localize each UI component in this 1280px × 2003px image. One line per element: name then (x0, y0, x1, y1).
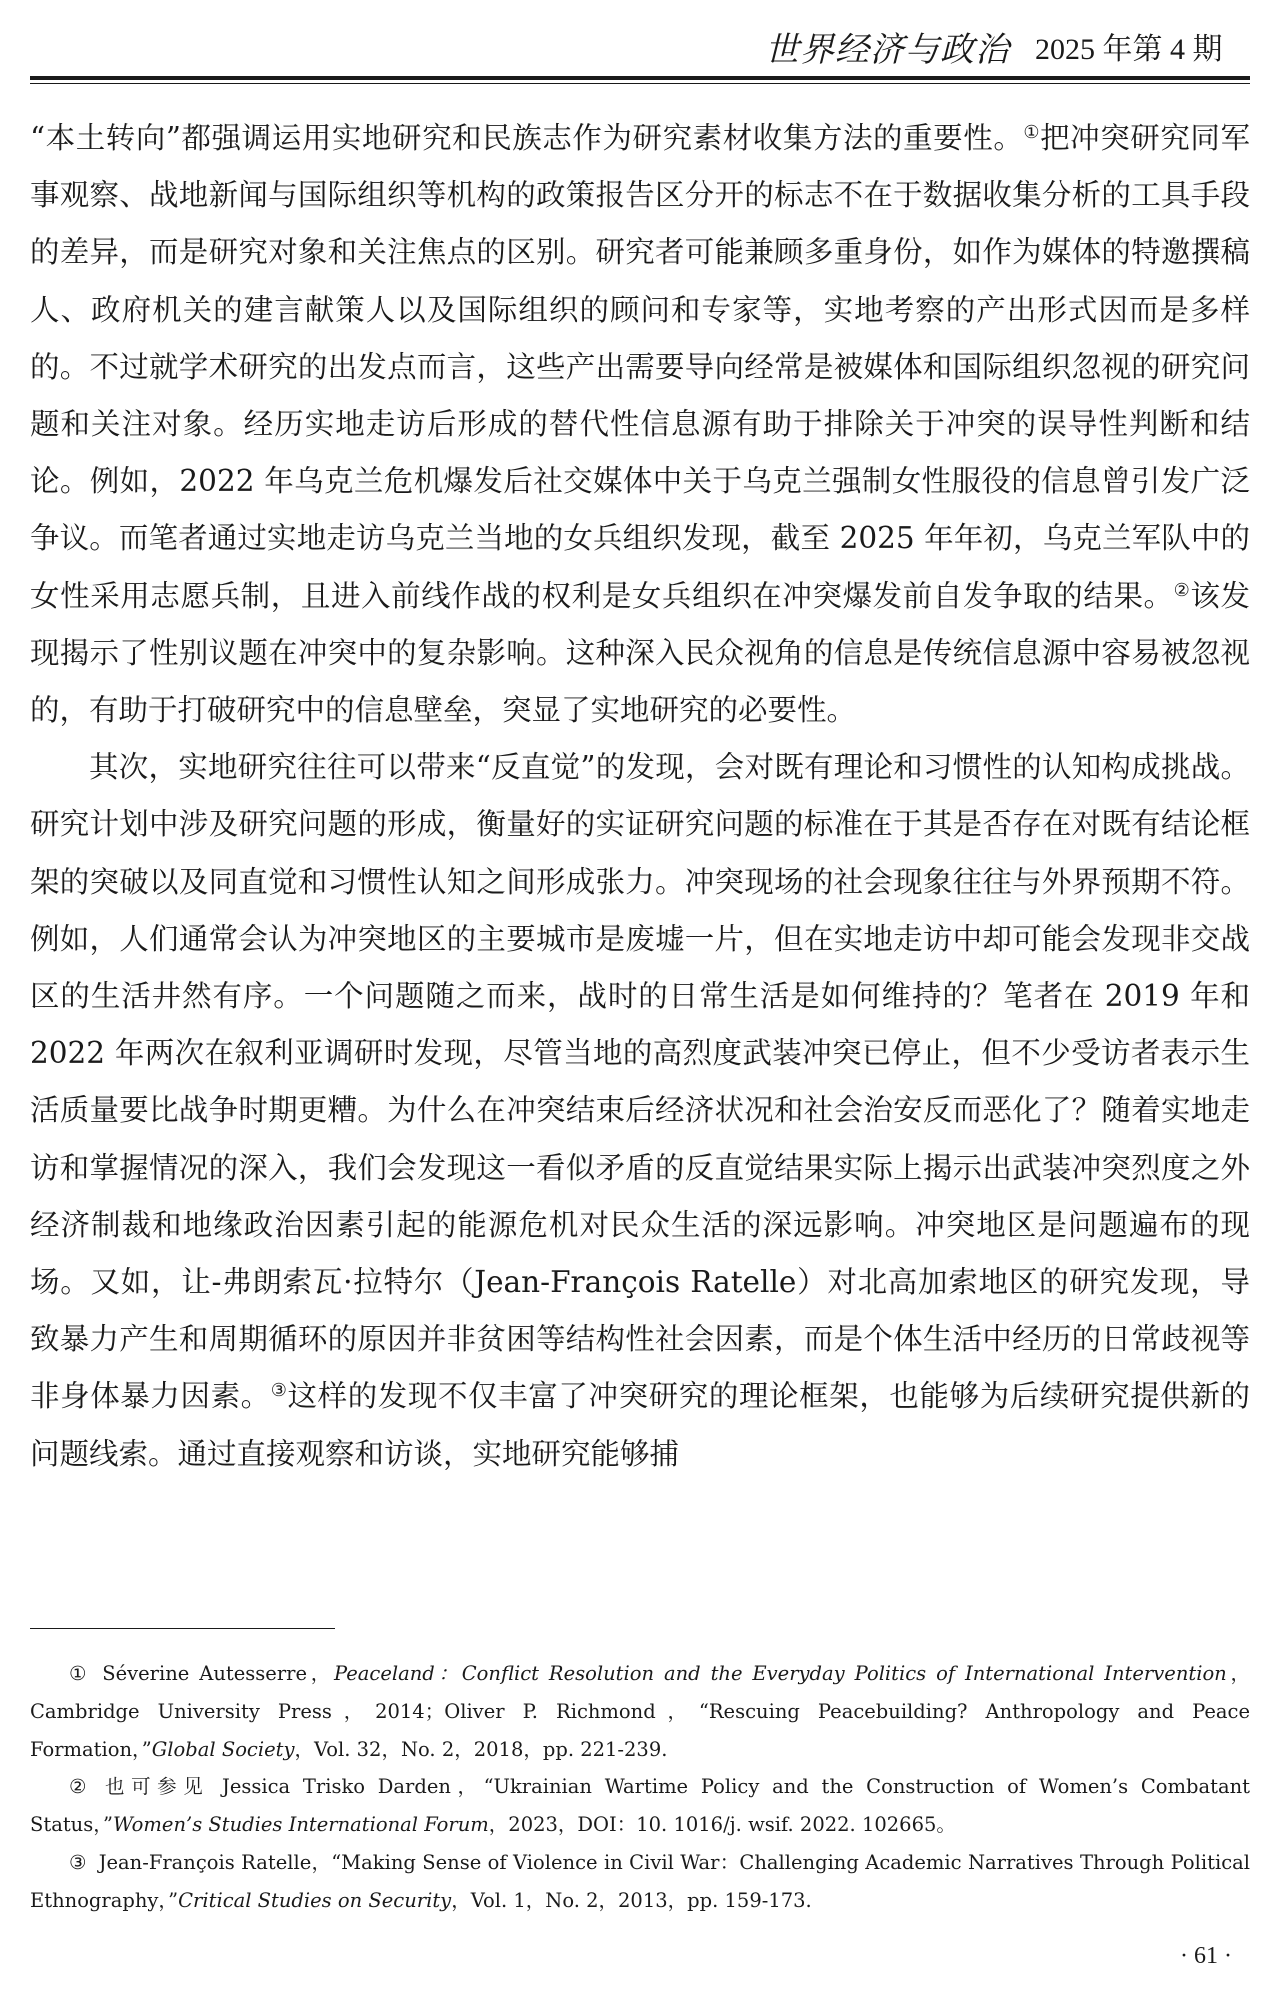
page-number: · 61 · (1180, 1943, 1232, 1969)
text-run: 把冲突研究同军事观察、战地新闻与国际组织等机构的政策报告区分开的标志不在于数据收集分析的工具手段的差异，而是研究对象和关注焦点的区别。研究者可能兼顾多重身份，如作为媒体的特邀撰稿人、政府机关的建言献策人以及国际组织的顾问和专家等，实地考察的产出形式因而是多样的。不过就学术研究的出发点而言，这些产出需要导向经常是被媒体和国际组织忽视的研究问题和关注对象。经历实地走访后形成的替代性信息源有助于排除关于冲突的误导性判断和结论。例如，2022 年乌克兰危机爆发后社交媒体中关于乌克兰强制女性服役的信息曾引发广泛争议。而笔者通过实地走访乌克兰当地的女兵组织发现，截至 2025 年年初，乌克兰军队中的女性采用志愿兵制，且进入前线作战的权利是女兵组织在冲突爆发前自发争取的结果。 (30, 121, 1250, 613)
header-rule-thick (30, 76, 1250, 80)
page-header (0, 0, 1280, 84)
text-run: 这样的发现不仅丰富了冲突研究的理论框架，也能够为后续研究提供新的问题线索。通过直接观察和访谈，实地研究能够捕 (30, 1379, 1250, 1471)
footnote-separator (30, 1628, 335, 1629)
paragraph (30, 110, 1250, 739)
journal-name: 世界经济与政治 (765, 30, 1010, 70)
text-run: Jean-François Ratelle，“Making Sense of Violence in Civil War：Challenging Academic Narratives Through Political Ethnography，” (30, 1850, 1250, 1912)
issue-label: 2025 年第 4 期 (1035, 33, 1223, 66)
text-run: 其次，实地研究往往可以带来“反直觉”的发现，会对既有理论和习惯性的认知构成挑战。研究计划中涉及研究问题的形成，衡量好的实证研究问题的标准在于其是否存在对既有结论框架的突破以及同直觉和习惯性认知之间形成张力。冲突现场的社会现象往往与外界预期不符。例如，人们通常会认为冲突地区的主要城市是废墟一片，但在实地走访中却可能会发现非交战区的生活井然有序。一个问题随之而来，战时的日常生活是如何维持的？笔者在 2019 年和 2022 年两次在叙利亚调研时发现，尽管当地的高烈度武装冲突已停止，但不少受访者表示生活质量要比战争时期更糟。为什么在冲突结束后经济状况和社会治安反而恶化了？随着实地走访和掌握情况的深入，我们会发现这一看似矛盾的反直觉结果实际上揭示出武装冲突烈度之外经济制裁和地缘政治因素引起的能源危机对民众生活的深远影响。冲突地区是问题遍布的现场。又如，让-弗朗索瓦·拉特尔（Jean-François Ratelle）对北高加索地区的研究发现，导致暴力产生和周期循环的原因并非贫困等结构性社会因素，而是个体生活中经历的日常歧视等非身体暴力因素。 (30, 750, 1250, 1414)
paragraph (30, 739, 1250, 1483)
text-run: 也可参见 Jessica Trisko Darden，“Ukrainian Wartime Policy and the Construction of Women’s Combatant Status，” (30, 1775, 1251, 1837)
text-run: ，2023，DOI：10. 1016/j. wsif. 2022. 102665。 (488, 1813, 956, 1837)
body-text (30, 110, 1250, 1483)
header-rule-thin (30, 83, 1250, 84)
footnote (30, 1844, 1250, 1920)
footnote-mark: ② (69, 1775, 94, 1799)
text-run: ，Vol. 32，No. 2，2018，pp. 221-239. (294, 1737, 668, 1761)
italic-title: Global Society (151, 1737, 295, 1761)
footnote-mark: ③ (69, 1850, 87, 1874)
footnote-mark: ① (69, 1662, 91, 1685)
text-run: ，Vol. 1，No. 2，2013，pp. 159-173. (451, 1888, 812, 1912)
italic-title: Critical Studies on Security (178, 1888, 452, 1912)
text-run: “本土转向”都强调运用实地研究和民族志作为研究素材收集方法的重要性。 (30, 121, 1024, 155)
footnotes (30, 1655, 1250, 1920)
footnote (30, 1768, 1250, 1844)
footnote-ref[interactable]: ① (1023, 122, 1041, 143)
footnote-ref[interactable]: ③ (270, 1380, 288, 1402)
footnote-ref[interactable]: ② (1173, 579, 1191, 601)
italic-title: Peaceland：Conflict Resolution and the Everyday Politics of International Intervention (334, 1662, 1227, 1685)
footnote (30, 1655, 1250, 1768)
text-run: ，Cambridge University Press，2014；Oliver P. Richmond，“Rescuing Peacebuilding? Anthropology and Peace Formation，” (30, 1662, 1250, 1761)
text-run: 该发现揭示了性别议题在冲突中的复杂影响。这种深入民众视角的信息是传统信息源中容易被忽视的，有助于打破研究中的信息壁垒，突显了实地研究的必要性。 (30, 578, 1250, 728)
text-run: Séverine Autesserre， (102, 1662, 334, 1685)
italic-title: Women’s Studies International Forum (112, 1813, 489, 1837)
